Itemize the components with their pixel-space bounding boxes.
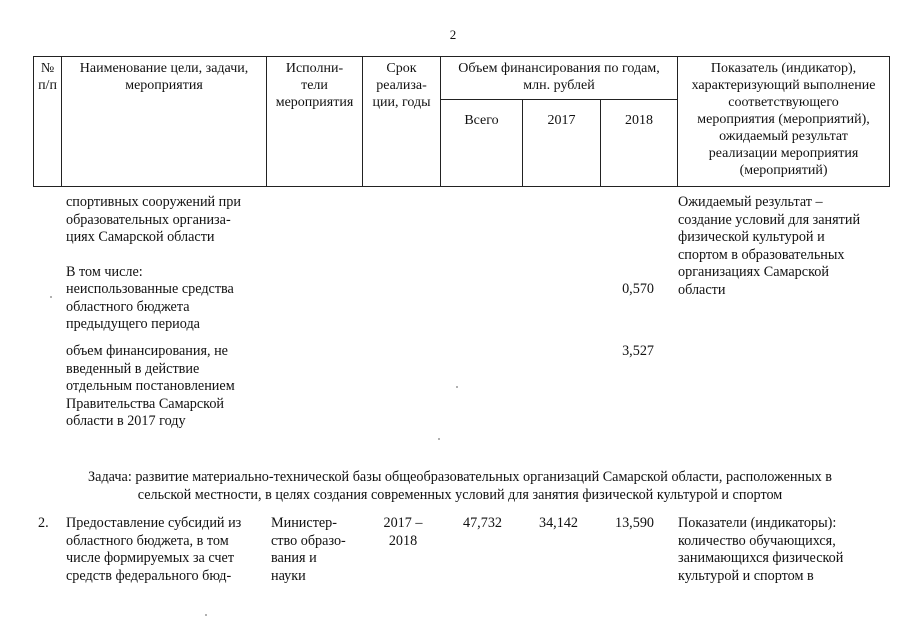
table-header — [33, 56, 890, 187]
row2-name: Предоставление субсидий из областного бюджета, в том числе формируемых за счет средств федерального бюд- — [66, 515, 242, 584]
row2-num: 2. — [38, 515, 49, 531]
unused-funds-2018: 0,570 — [622, 281, 654, 297]
scan-speck — [50, 296, 52, 298]
row2-term: 2017 – 2018 — [383, 515, 423, 549]
row2-indicator: Показатели (индикаторы): количество обучающихся, занимающихся физической культурой и спортом в — [678, 515, 844, 584]
scan-speck — [438, 438, 440, 440]
row2-2017: 34,142 — [538, 515, 578, 531]
scan-speck — [456, 386, 458, 388]
header-executors: Исполни- тели мероприятия — [267, 57, 363, 187]
page-number: 2 — [449, 27, 457, 42]
continuation-indicator-text: Ожидаемый результат – создание условий для занятий физической культурой и спортом в образовательных организациях Самарской области — [678, 194, 861, 298]
row2-executor: Министер- ство образо- вания и науки — [271, 515, 346, 584]
header-total: Всего — [441, 100, 523, 187]
header-name: Наименование цели, задачи, мероприятия — [62, 57, 267, 187]
row2-2018: 13,590 — [614, 515, 654, 531]
header-2018: 2018 — [601, 100, 678, 187]
not-introduced-2018: 3,527 — [622, 343, 654, 359]
continuation-name-text: спортивных сооружений при образовательных организа- циях Самарской области — [66, 194, 241, 246]
task-heading: Задача: развитие материально-технической базы общеобразовательных организаций Самарской области, расположенных в сельской местности, в целях создания современных условий для занятия физической культурой и спортом — [88, 469, 832, 503]
header-financing: Объем финансирования по годам, млн. рублей — [441, 57, 678, 100]
not-introduced-label: объем финансирования, не введенный в действие отдельным постановлением Правительства Самарской области в 2017 году — [66, 343, 235, 430]
unused-funds-label: неиспользованные средства областного бюджета предыдущего периода — [66, 281, 234, 333]
including-label: В том числе: — [66, 264, 143, 280]
header-indicator: Показатель (индикатор), характеризующий выполнение соответствующего мероприятия (мероприятий), ожидаемый результат реализации мероприятия (мероприятий) — [678, 57, 890, 187]
scan-speck — [205, 614, 207, 616]
row2-total: 47,732 — [462, 515, 502, 531]
header-term: Срок реализа- ции, годы — [363, 57, 441, 187]
header-2017: 2017 — [523, 100, 601, 187]
header-num: № п/п — [34, 57, 62, 187]
